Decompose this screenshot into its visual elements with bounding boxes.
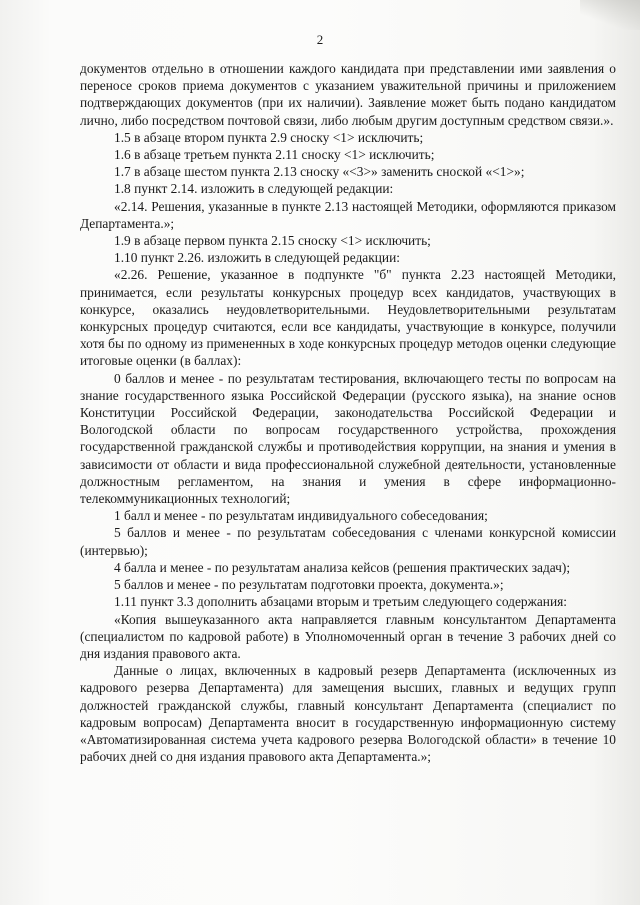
paragraph-1: документов отдельно в отношении каждого кандидата при представлении ими заявления о переносе сроков приема документов с указанием уважительной причины и приложением подтверждающих документов (при их наличии). Заявление может быть подано кандидатом лично, либо посредством почтовой связи, либо любым другим доступным средством связи.».: [80, 61, 616, 128]
paragraph-8: 1.10 пункт 2.26. изложить в следующей редакции:: [114, 250, 400, 266]
paragraph-11: 1 балл и менее - по результатам индивидуального собеседования;: [114, 508, 488, 524]
document-body: [80, 60, 616, 765]
paragraph-3: 1.6 в абзаце третьем пункта 2.11 сноску <1> исключить;: [114, 147, 435, 163]
paragraph-7: 1.9 в абзаце первом пункта 2.15 сноску <1> исключить;: [114, 233, 431, 249]
paragraph-12: 5 баллов и менее - по результатам собеседования с членами конкурсной комиссии (интервью);: [80, 525, 616, 558]
paragraph-10: 0 баллов и менее - по результатам тестирования, включающего тесты по вопросам на знание государственного языка Российской Федерации (русского языка), на знание основ Конституции Российской Федерации, законодательства Российской Федерации и Вологодской области по вопросам государственного устройства, прохождения государственной гражданской службы и противодействия коррупции, на знания и умения в зависимости от области и вида профессиональной служебной деятельности, установленные должностным регламентом, на знания и умения в сфере информационно-телекоммуникационных технологий;: [80, 370, 616, 507]
paragraph-15: 1.11 пункт 3.3 дополнить абзацами вторым и третьим следующего содержания:: [114, 594, 567, 610]
paragraph-16: «Копия вышеуказанного акта направляется главным консультантом Департамента (специалистом по кадровой работе) в Уполномоченный орган в течение 3 рабочих дней со дня издания правового акта.: [80, 611, 616, 661]
paragraph-5: 1.8 пункт 2.14. изложить в следующей редакции:: [114, 181, 394, 197]
paragraph-6: «2.14. Решения, указанные в пункте 2.13 настоящей Методики, оформляются приказом Департамента.»;: [80, 198, 616, 231]
paragraph-4: 1.7 в абзаце шестом пункта 2.13 сноску «<3>» заменить сноской «<1>»;: [114, 164, 525, 180]
paragraph-17: Данные о лицах, включенных в кадровый резерв Департамента (исключенных из кадрового резерва Департамента) для замещения высших, главных и ведущих групп должностей гражданской службы, главный консультант Департамента (специалист по кадровым вопросам) Департамента вносит в государственную информационную систему «Автоматизированная система учета кадрового резерва Вологодской области» в течение 10 рабочих дней со дня издания правового акта Департамента.»;: [80, 663, 616, 765]
paragraph-2: 1.5 в абзаце втором пункта 2.9 сноску <1> исключить;: [114, 129, 424, 145]
paragraph-9: «2.26. Решение, указанное в подпункте "б" пункта 2.23 настоящей Методики, принимается, если результаты конкурсных процедур всех кандидатов, участвующих в конкурсе, оказались неудовлетворительными. Неудовлетворительными результатам конкурсных процедур считаются, если все кандидаты, участвующие в конкурсе, получили хотя бы по одному из примененных в ходе конкурсных процедур методов оценки следующие итоговые оценки (в баллах):: [80, 267, 616, 369]
scan-corner-shadow: [580, 0, 640, 30]
paragraph-14: 5 баллов и менее - по результатам подготовки проекта, документа.»;: [114, 577, 504, 593]
page-number: 2: [316, 32, 324, 47]
paragraph-13: 4 балла и менее - по результатам анализа кейсов (решения практических задач);: [114, 559, 571, 575]
